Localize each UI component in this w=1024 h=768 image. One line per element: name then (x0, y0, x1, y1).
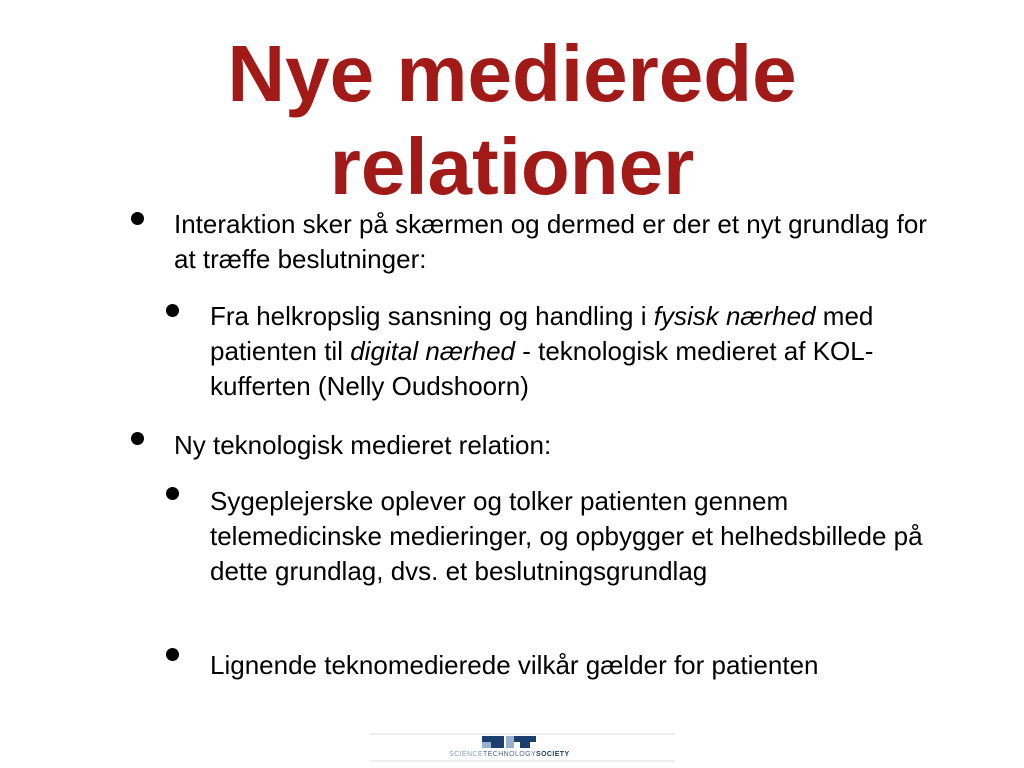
logo-mark-t-stem (506, 736, 514, 748)
logo-mark-s-right (491, 742, 504, 748)
sub-bullet-text-1-part-3: - teknologisk medieret af KOL-kufferten (Nelly Oudshoorn) (210, 336, 874, 401)
bullet-icon (131, 212, 144, 225)
sub-bullet-text-3: Lignende teknomedierede vilkår gælder for patienten (210, 650, 819, 680)
logo-mark-s-top (482, 736, 504, 742)
sub-bullet-text-1-italic-1: fysisk nærhed (653, 301, 816, 331)
bullet-icon (131, 432, 144, 445)
logo-mark-t-bar (514, 736, 536, 742)
sub-bullet-icon (166, 487, 179, 500)
sub-bullet-text-1-italic-2: digital nærhed (350, 336, 515, 366)
logo-text-technology: TECHNOLOGY (483, 751, 537, 758)
bullet-text-2: Ny teknologisk medieret relation: (174, 430, 552, 460)
logo-mark-s-left (482, 742, 491, 748)
logo-text-science: SCIENCE (449, 751, 483, 758)
slide-title-line-2: relationer (329, 122, 695, 211)
sub-bullet-text-1 (210, 299, 930, 404)
sub-bullet-icon (166, 304, 179, 317)
science-technology-society-logo (370, 731, 675, 764)
logo-mark-t-base (520, 742, 530, 748)
sub-bullet-icon (166, 648, 179, 661)
logo-text-society: SOCIETY (536, 751, 570, 758)
sub-bullet-text-1-part-1: Fra helkropslig sansning og handling i (210, 301, 654, 331)
sub-bullet-text-1-part-2: med patienten til (210, 301, 874, 366)
slide-title-line-1: Nye medierede (227, 29, 797, 118)
bullet-text-1: Interaktion sker på skærmen og dermed er der et nyt grundlag for at træffe beslutninger: (174, 209, 927, 274)
sub-bullet-text-2: Sygeplejerske oplever og tolker patienten gennem telemedicinske medieringer, og opbygger et helhedsbillede på dette grundlag, dvs. et beslutningsgrundlag (210, 486, 923, 586)
